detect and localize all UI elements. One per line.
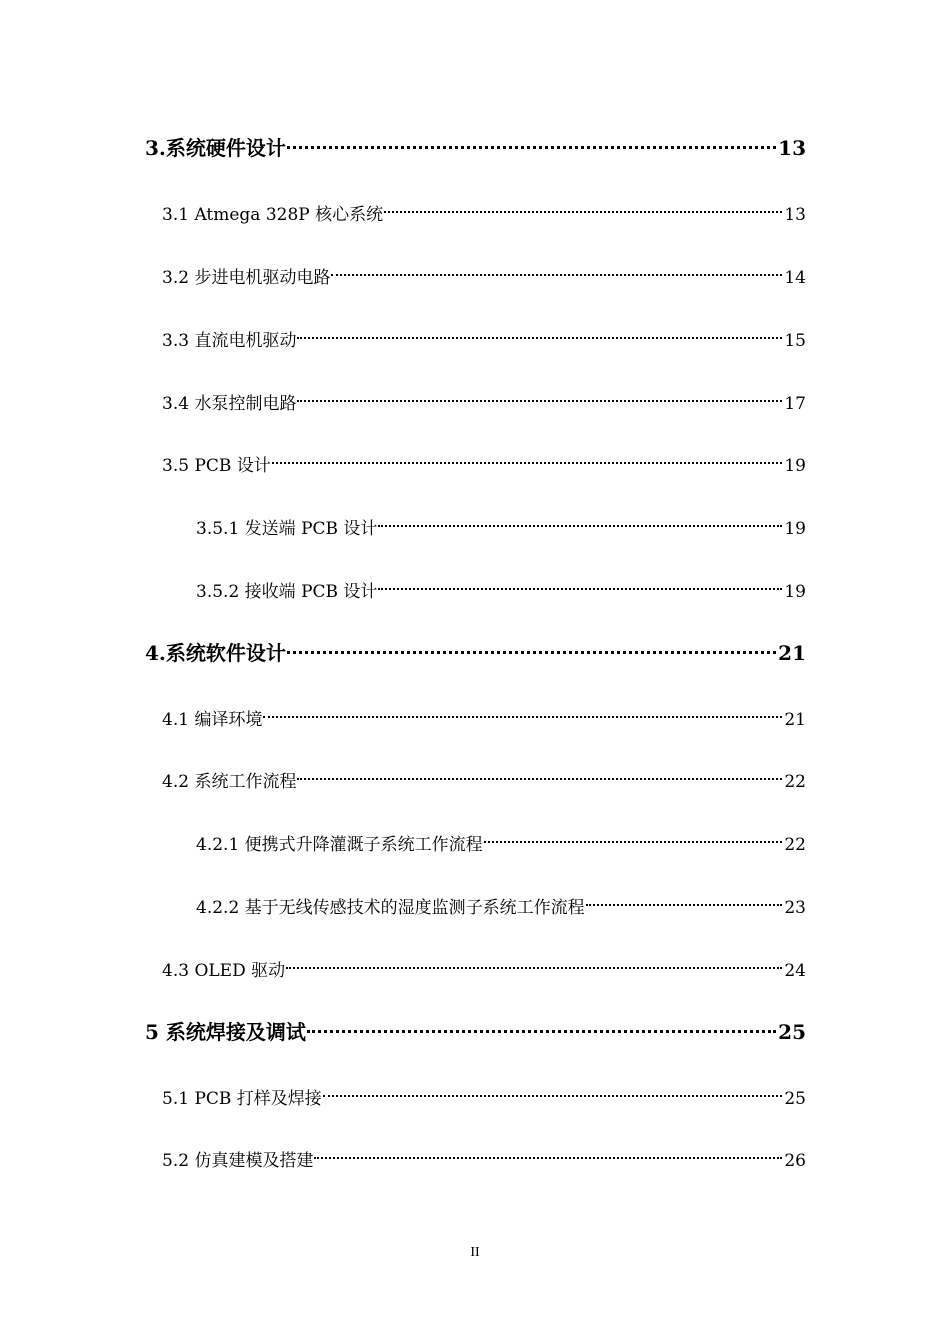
toc-entry-page-number: 21 — [778, 641, 806, 665]
toc-entry-section-5-2[interactable] — [162, 1136, 806, 1171]
toc-entry-title: 4.3 OLED 驱动 — [162, 961, 286, 981]
toc-entry-title: 4.2.2 基于无线传感技术的湿度监测子系统工作流程 — [196, 898, 585, 918]
toc-dot-leader — [484, 820, 783, 850]
toc-dot-leader — [384, 190, 782, 220]
toc-entry-title: 3.系统硬件设计 — [145, 136, 286, 160]
toc-entry-title: 3.4 水泵控制电路 — [162, 394, 297, 414]
toc-dot-leader — [307, 1009, 776, 1039]
toc-dot-leader — [378, 504, 782, 534]
toc-entry-page-number: 25 — [784, 1089, 806, 1109]
toc-entry-title: 4.系统软件设计 — [145, 641, 286, 665]
toc-dot-leader — [287, 125, 776, 155]
toc-entry-page-number: 19 — [784, 582, 806, 602]
toc-entry-title: 3.1 Atmega 328P 核心系统 — [162, 205, 384, 225]
toc-entry-title: 5.1 PCB 打样及焊接 — [162, 1089, 322, 1109]
toc-dot-leader — [263, 695, 782, 725]
toc-entry-page-number: 13 — [784, 205, 806, 225]
toc-dot-leader — [378, 567, 782, 597]
toc-entry-page-number: 14 — [784, 268, 806, 288]
toc-entry-section-3-3[interactable] — [162, 316, 806, 351]
toc-entry-title: 4.1 编译环境 — [162, 710, 263, 730]
toc-entry-page-number: 22 — [784, 835, 806, 855]
toc-dot-leader — [314, 1136, 782, 1166]
toc-entry-section-4-3[interactable] — [162, 946, 806, 981]
toc-dot-leader — [297, 316, 782, 346]
toc-entry-page-number: 22 — [784, 772, 806, 792]
toc-entry-page-number: 24 — [784, 961, 806, 981]
toc-entry-title: 3.5 PCB 设计 — [162, 456, 271, 476]
toc-entry-section-3-5-1[interactable] — [196, 504, 806, 539]
toc-entry-page-number: 19 — [784, 519, 806, 539]
toc-entry-page-number: 26 — [784, 1151, 806, 1171]
page-number-footer: II — [470, 1245, 480, 1260]
toc-entry-page-number: 17 — [784, 394, 806, 414]
toc-entry-section-3-1[interactable] — [162, 190, 806, 225]
toc-dot-leader — [287, 630, 776, 660]
toc-entry-title: 4.2.1 便携式升降灌溉子系统工作流程 — [196, 835, 483, 855]
toc-entry-title: 3.3 直流电机驱动 — [162, 331, 297, 351]
toc-entry-section-5-1[interactable] — [162, 1074, 806, 1109]
toc-entry-title: 5.2 仿真建模及搭建 — [162, 1151, 314, 1171]
toc-entry-title: 3.2 步进电机驱动电路 — [162, 268, 331, 288]
toc-entry-chapter-3[interactable] — [145, 125, 806, 160]
toc-entry-section-3-4[interactable] — [162, 379, 806, 414]
toc-entry-section-4-2-2[interactable] — [196, 883, 806, 918]
toc-dot-leader — [286, 946, 782, 976]
toc-entry-section-3-5[interactable] — [162, 441, 806, 476]
toc-dot-leader — [331, 253, 782, 283]
toc-entry-page-number: 25 — [778, 1020, 806, 1044]
toc-entry-page-number: 21 — [784, 710, 806, 730]
toc-dot-leader — [586, 883, 783, 913]
toc-entry-page-number: 13 — [778, 136, 806, 160]
toc-entry-chapter-5[interactable] — [145, 1009, 806, 1044]
toc-entry-section-4-2-1[interactable] — [196, 820, 806, 855]
toc-entry-section-3-2[interactable] — [162, 253, 806, 288]
toc-entry-title: 5 系统焊接及调试 — [145, 1020, 306, 1044]
toc-entry-title: 3.5.1 发送端 PCB 设计 — [196, 519, 378, 539]
toc-entry-title: 4.2 系统工作流程 — [162, 772, 297, 792]
toc-entry-section-4-2[interactable] — [162, 757, 806, 792]
toc-entry-page-number: 19 — [784, 456, 806, 476]
toc-dot-leader — [297, 757, 782, 787]
toc-entry-title: 3.5.2 接收端 PCB 设计 — [196, 582, 378, 602]
toc-dot-leader — [272, 441, 783, 471]
toc-dot-leader — [323, 1074, 783, 1104]
toc-dot-leader — [297, 379, 782, 409]
toc-entry-page-number: 23 — [784, 898, 806, 918]
toc-entry-chapter-4[interactable] — [145, 630, 806, 665]
toc-entry-section-4-1[interactable] — [162, 695, 806, 730]
toc-entry-page-number: 15 — [784, 331, 806, 351]
toc-entry-section-3-5-2[interactable] — [196, 567, 806, 602]
